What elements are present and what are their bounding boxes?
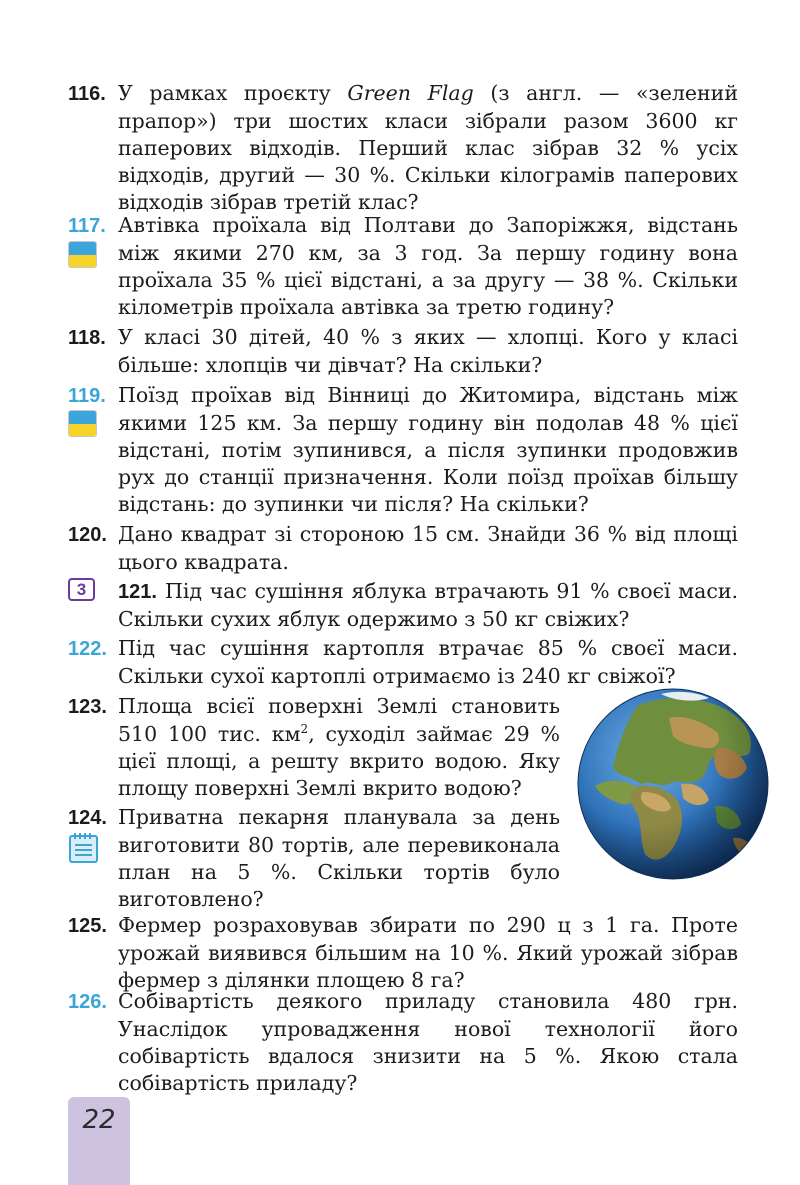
problem-text: Під час сушіння картопля втрачає 85 % своєї маси. Скільки сухої картоплі отримаємо із 240 кг свіжої?	[118, 636, 738, 688]
problem-text: Собівартість деякого приладу становила 480 грн. Унаслідок упровадження нової технології його собівартість вдалося знизити на 5 %. Якою стала собівартість приладу?	[118, 989, 738, 1095]
problem-number: 120.	[68, 524, 107, 546]
problem-122	[68, 635, 738, 690]
problem-number: 123.	[68, 696, 107, 718]
problem-text: Площа всієї поверхні Землі становить 510 100 тис. км	[118, 694, 560, 746]
problem-number: 116.	[68, 83, 106, 105]
problem-number: 119.	[68, 385, 106, 407]
problem-text: У класі 30 дітей, 40 % з яких — хлопці. Кого у класі більше: хлопців чи дівчат? На скільки?	[118, 325, 738, 377]
problem-125	[68, 912, 738, 994]
problem-116	[68, 80, 738, 216]
problem-120	[68, 521, 738, 576]
problem-number: 122.	[68, 638, 107, 660]
level-3-badge-icon: 3	[68, 578, 95, 601]
problem-number: 121.	[118, 581, 157, 603]
superscript: 2	[300, 722, 309, 737]
problem-121	[68, 578, 738, 633]
problem-number: 124.	[68, 807, 107, 829]
problem-text: Поїзд проїхав від Вінниці до Житомира, відстань між якими 125 км. За першу годину він подолав 48 % цієї відстані, потім зупинився, а після зупинки продовжив рух до станції призначення. Коли поїзд проїхав більшу відстань: до зупинки чи після? На скільки?	[118, 383, 738, 516]
problem-number: 118.	[68, 327, 106, 349]
problem-124	[68, 804, 560, 913]
problem-text: Фермер розраховував збирати по 290 ц з 1 га. Проте урожай виявився більшим на 10 %. Який урожай зібрав фермер з ділянки площею 8 га?	[118, 913, 738, 992]
problem-text: У рамках проєкту Green Flag (з англ. — «зелений прапор») три шостих класи зібрали разом 3600 кг паперових відходів. Перший клас зібрав 32 % усіх відходів, другий — 30 %. Скільки кілограмів паперових відходів зібрав третій клас?	[118, 81, 738, 214]
problem-number: 125.	[68, 915, 107, 937]
problem-123	[68, 693, 560, 802]
problem-118	[68, 324, 738, 379]
problem-119	[68, 382, 738, 518]
problem-text: Дано квадрат зі стороною 15 см. Знайди 36 % від площі цього квадрата.	[118, 522, 738, 574]
problem-text: Приватна пекарня планувала за день виготовити 80 тортів, але перевиконала план на 5 %. Скільки тортів було виготовлено?	[118, 805, 560, 911]
earth-globe-image	[577, 688, 769, 880]
problem-text: Під час сушіння яблука втрачають 91 % своєї маси. Скільки сухих яблук одержимо з 50 кг свіжих?	[118, 579, 738, 631]
problem-126	[68, 988, 738, 1097]
problem-number: 126.	[68, 991, 107, 1013]
problem-number: 117.	[68, 215, 106, 237]
problem-117	[68, 212, 738, 321]
notepad-icon	[68, 831, 99, 864]
ukraine-flag-icon	[68, 410, 97, 437]
page-number: 22	[82, 1105, 116, 1135]
problem-text-cont: , суходіл займає 29 % цієї площі, а решту вкрито водою. Яку площу поверхні Землі вкрито водою?	[118, 722, 560, 800]
problem-text: Автівка проїхала від Полтави до Запоріжжя, відстань між якими 270 км, за 3 год. За першу годину вона проїхала 35 % цієї відстані, а за другу — 38 %. Скільки кілометрів проїхала автівка за третю годину?	[118, 213, 738, 319]
page-number-tab	[68, 1097, 130, 1185]
ukraine-flag-icon	[68, 241, 97, 268]
